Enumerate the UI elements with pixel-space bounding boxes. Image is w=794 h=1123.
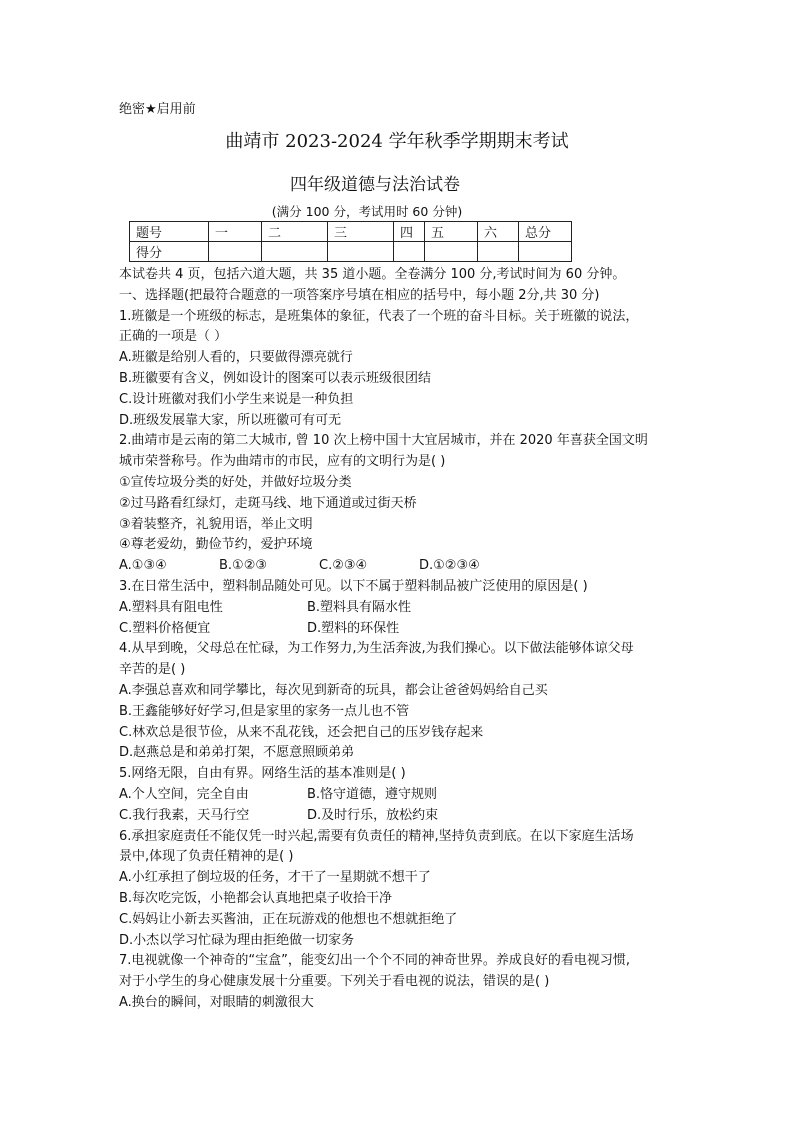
section-heading: 一、选择题(把最符合题意的一项答案序号填在相应的括号中，每小题 2分,共 30 分) [119, 287, 600, 303]
option: B.王鑫能够好好学习,但是家里的家务一点儿也不管 [119, 703, 410, 719]
score-cell[interactable] [519, 242, 572, 262]
instructions: 本试卷共 4 页，包括六道大题，共 35 道小题。全卷满分 100 分,考试时间为 60 分钟。 [119, 267, 626, 282]
question-stem: 3.在日常生活中，塑料制品随处可见。以下不属于塑料制品被广泛使用的原因是( ) [119, 578, 588, 594]
option: D.小杰以学习忙碌为理由拒绝做一切家务 [119, 932, 355, 948]
score-table-header-row [130, 222, 572, 242]
question-stem: 4.从早到晚，父母总在忙碌，为工作努力,为生活奔波,为我们操心。以下做法能够体谅父母 [119, 641, 634, 657]
score-cell: 五 [425, 222, 478, 242]
option: A.个人空间，完全自由 [119, 786, 249, 802]
statement: ④尊老爱幼，勤俭节约，爱护环境 [119, 537, 313, 553]
question-stem: 正确的一项是（ ） [119, 329, 228, 345]
option: B.每次吃完饭，小艳都会认真地把桌子收拾干净 [119, 890, 393, 906]
option: A.①③④ [119, 558, 167, 574]
exam-body [119, 265, 689, 1014]
score-cell: 四 [394, 222, 425, 242]
question-stem: 景中,体现了负责任精神的是( ) [119, 849, 294, 865]
question-stem: 2.曲靖市是云南的第二大城市, 曾 10 次上榜中国十大宜居城市，并在 2020 年喜获全国文明 [119, 433, 648, 449]
option: B.班徽要有含义，例如设计的图案可以表示班级很团结 [119, 370, 432, 386]
option: D.①②③④ [419, 558, 480, 574]
option: D.塑料的环保性 [307, 620, 400, 636]
score-cell[interactable] [394, 242, 425, 262]
option-row [119, 598, 689, 619]
score-cell: 六 [478, 222, 519, 242]
option: A.换台的瞬间，对眼睛的刺激很大 [119, 994, 314, 1010]
question-stem: 5.网络无限，自由有界。网络生活的基本准则是( ) [119, 766, 406, 782]
statement: ①宣传垃圾分类的好处，并做好垃圾分类 [119, 474, 352, 490]
score-cell: 题号 [130, 222, 209, 242]
question-stem: 6.承担家庭责任不能仅凭一时兴起,需要有负责任的精神,坚持负责到底。在以下家庭生活场 [119, 828, 634, 844]
question-stem: 对于小学生的身心健康发展十分重要。下列关于看电视的说法，错误的是( ) [119, 974, 550, 990]
exam-subtitle: 四年级道德与法治试卷 [290, 175, 460, 195]
confidential-mark: 绝密★启用前 [119, 102, 196, 117]
option-row [119, 785, 689, 806]
option: B.塑料具有隔水性 [307, 599, 412, 615]
option: D.赵燕总是和弟弟打架，不愿意照顾弟弟 [119, 745, 355, 761]
option: C.我行我素，天马行空 [119, 807, 250, 823]
score-table [129, 221, 572, 262]
option: D.及时行乐，放松约束 [307, 807, 439, 823]
question-stem: 辛苦的是( ) [119, 662, 186, 678]
score-cell[interactable] [425, 242, 478, 262]
score-cell[interactable] [209, 242, 262, 262]
option: C.林欢总是很节俭，从来不乱花钱，还会把自己的压岁钱存起来 [119, 724, 484, 740]
option: B.①②③ [219, 558, 268, 574]
score-table-score-row [130, 242, 572, 262]
question-stem: 1.班徽是一个班级的标志，是班集体的象征，代表了一个班的奋斗目标。关于班徽的说法， [119, 308, 639, 324]
option: B.恪守道德，遵守规则 [307, 786, 438, 802]
score-cell: 三 [328, 222, 394, 242]
statement: ③着装整齐，礼貌用语，举止文明 [119, 516, 313, 532]
option: C.塑料价格便宜 [119, 620, 211, 636]
option-row [119, 806, 689, 827]
option: C.②③④ [319, 558, 368, 574]
score-cell[interactable] [478, 242, 519, 262]
score-cell: 总分 [519, 222, 572, 242]
score-cell[interactable] [328, 242, 394, 262]
score-cell: 得分 [130, 242, 209, 262]
exam-title: 曲靖市 2023-2024 学年秋季学期期末考试 [225, 131, 569, 152]
question-stem: 7.电视就像一个神奇的“宝盒”，能变幻出一个个不同的神奇世界。养成良好的看电视习惯, [119, 953, 631, 969]
score-cell[interactable] [262, 242, 328, 262]
option: A.班徽是给别人看的，只要做得漂亮就行 [119, 350, 353, 366]
option: A.塑料具有阻电性 [119, 599, 223, 615]
option-row [119, 619, 689, 640]
statement: ②过马路看红绿灯，走斑马线、地下通道或过街天桥 [119, 495, 417, 511]
exam-note: (满分 100 分，考试用时 60 分钟) [271, 204, 463, 219]
question-stem: 城市荣誉称号。作为曲靖市的市民，应有的文明行为是( ) [119, 454, 446, 470]
option: A.小红承担了倒垃圾的任务，才干了一星期就不想干了 [119, 870, 431, 886]
score-cell: 二 [262, 222, 328, 242]
option: A.李强总喜欢和同学攀比，每次见到新奇的玩具，都会让爸爸妈妈给自己买 [119, 682, 548, 698]
option: D.班级发展靠大家，所以班徽可有可无 [119, 412, 342, 428]
option: C.妈妈让小新去买酱油，正在玩游戏的他想也不想就拒绝了 [119, 911, 458, 927]
option: C.设计班徽对我们小学生来说是一种负担 [119, 391, 354, 407]
option-row [119, 556, 689, 577]
score-cell: 一 [209, 222, 262, 242]
